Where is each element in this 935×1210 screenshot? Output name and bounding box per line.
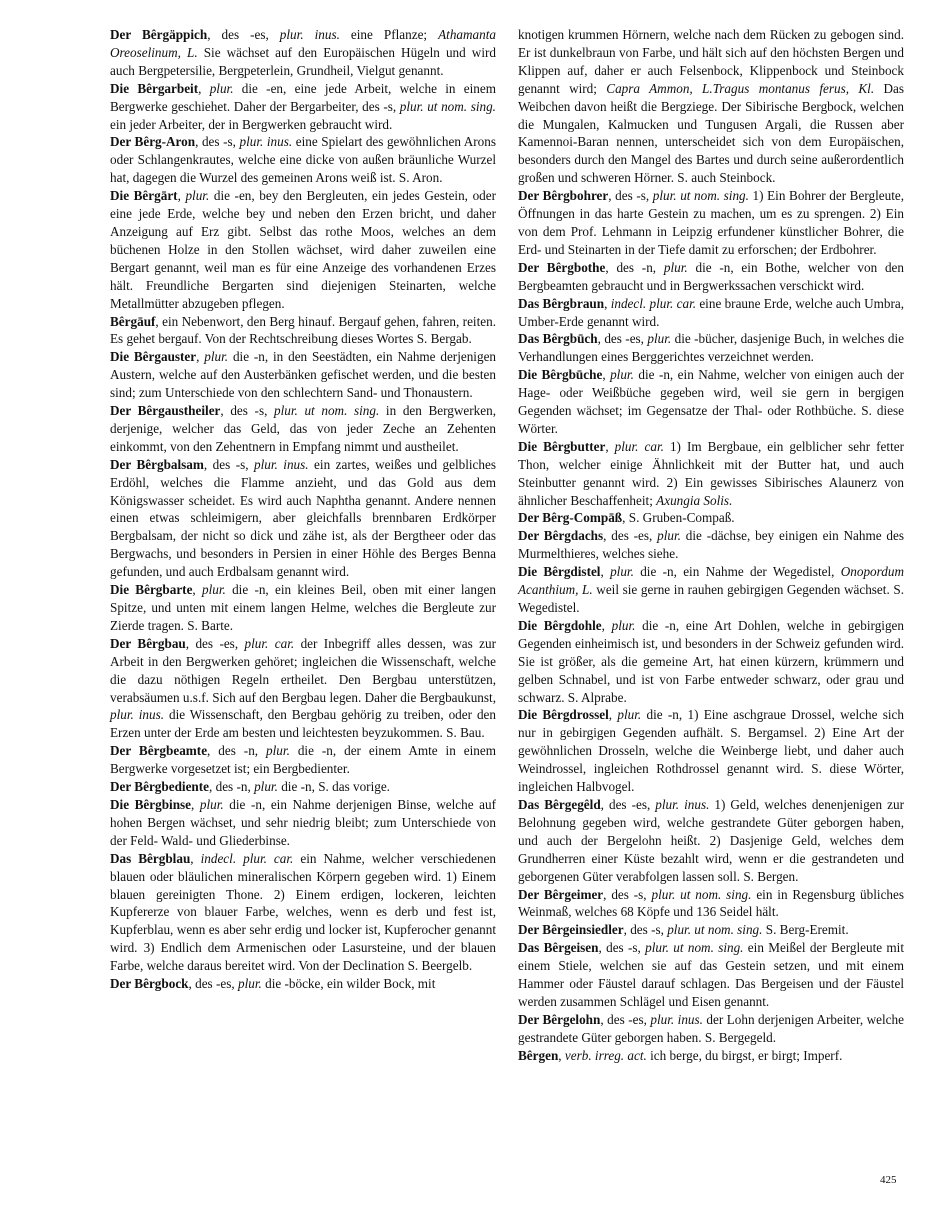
entry-headword: Das Bêrgbūch bbox=[518, 331, 598, 347]
entry-italic-text: plur. inus. bbox=[110, 707, 165, 723]
entry-italic-text: plur. bbox=[617, 707, 642, 723]
entry-italic-text: plur. bbox=[657, 528, 681, 544]
entry-headword: Das Bêrgbraun bbox=[518, 295, 605, 311]
entry-text: die -dächse, bey einigen ein Nahme des Murmelthieres, welches siehe. bbox=[518, 528, 904, 562]
entry-text: knotigen krummen Hörnern, welche nach dem Rücken zu gebogen sind. Er ist dunkelbraun von Farbe, und hält sich auf den höchsten Bergen und Klippen auf, daher er auch Felsenbock, Klippenbock und Steinbock genannt wird; bbox=[518, 27, 904, 96]
dictionary-entry bbox=[110, 402, 496, 456]
dictionary-entry bbox=[110, 975, 496, 993]
dictionary-entry bbox=[518, 366, 904, 438]
entry-italic-text: plur. bbox=[237, 976, 262, 992]
entry-italic-text: plur. bbox=[663, 259, 688, 275]
entry-text: die -n, ein Nahme der Wegedistel, bbox=[633, 564, 841, 580]
entry-text: die -bücher, dasjenige Buch, in welches die Verhandlungen eines Berggerichtes verzeichnet werden. bbox=[518, 331, 904, 365]
entry-text: , des -es, bbox=[603, 528, 658, 544]
dictionary-entry bbox=[518, 509, 904, 527]
entry-text: , bbox=[198, 80, 210, 96]
entry-text: , des -s, bbox=[220, 403, 275, 419]
entry-italic-text: plur. bbox=[611, 617, 636, 633]
entry-text: , des -n, bbox=[207, 743, 267, 759]
entry-text: Das Weibchen davon heißt die Bergziege. Der Sibirische Bergbock, welchen die Mungalen, Kalmucken und Tungusen Argali, die Russen aber Kamennoi-Baran nennen, unterscheidet sich von dem Europäischen, besonders durch den Mangel des Bartes und durch seine außerordentlich großen und schweren Hörner. S. auch Steinbock. bbox=[518, 80, 904, 186]
entry-text: , bbox=[191, 796, 200, 812]
entry-text: weil sie gerne in rauhen gebirgigen Gegenden wächset. S. Wegedistel. bbox=[518, 582, 904, 615]
dictionary-entry bbox=[518, 259, 904, 295]
dictionary-entry bbox=[518, 886, 904, 922]
entry-italic-text: plur. bbox=[254, 779, 278, 795]
entry-headword: Die Bêrgbinse bbox=[110, 796, 192, 812]
entry-text: die -n, S. das vorige. bbox=[277, 779, 390, 795]
entry-text: , ein Nebenwort, den Berg hinauf. Bergauf gehen, fahren, reiten. Es gehet bergauf. Von der Rechtschreibung dieses Wortes S. Bergab. bbox=[110, 313, 496, 347]
entry-headword: Die Bêrgdohle bbox=[518, 617, 602, 633]
entry-text: ich berge, du birgst, er birgt; Imperf. bbox=[646, 1047, 843, 1063]
entry-italic-text: plur. bbox=[199, 796, 224, 812]
entry-headword: Der Bêrg-Compāß bbox=[518, 510, 623, 526]
entry-text: der Lohn derjenigen Arbeiter, welche gestrandete Güter geborgen haben. S. Bergegeld. bbox=[518, 1011, 904, 1045]
entry-text: eine Pflanze; bbox=[339, 27, 439, 42]
page-number: 425 bbox=[880, 1174, 897, 1186]
entry-italic-text: plur. car. bbox=[244, 635, 295, 651]
entry-italic-text: plur. bbox=[610, 564, 634, 580]
dictionary-entry bbox=[110, 742, 496, 778]
entry-text: , des -s, bbox=[195, 134, 240, 150]
entry-italic-text: plur. bbox=[185, 188, 210, 204]
entry-headword: Der Bêrgbeamte bbox=[110, 743, 208, 759]
entry-headword: Der Bêrgbock bbox=[110, 976, 189, 992]
dictionary-entry bbox=[110, 581, 496, 635]
dictionary-entry bbox=[518, 527, 904, 563]
entry-text: die -en, eine jede Arbeit, welche in einem Bergwerke geschiehet. Daher der Bergarbeiter, des -s, bbox=[110, 80, 496, 114]
entry-text: , des -s, bbox=[623, 922, 668, 938]
entry-text: eine braune Erde, welche auch Umbra, Umber-Erde genannt wird. bbox=[518, 295, 904, 329]
entry-text: der Inbegriff alles dessen, was zur Arbeit in den Bergwerken gehöret; ingleichen die Wissenschaft, welche die dazu nöthigen Regeln ertheilet. Den Bergbau unterstützen, verabsäumen u.s.f. Sich auf den Bergbau legen. Daher die Bergbaukunst, bbox=[110, 635, 497, 705]
entry-italic-text: indecl. plur. car. bbox=[200, 850, 294, 866]
entry-text: , bbox=[608, 707, 618, 723]
entry-italic-text: plur. inus. bbox=[279, 27, 340, 42]
entry-headword: Der Bêrgaustheiler bbox=[110, 403, 221, 419]
entry-headword: Bêrgāuf bbox=[110, 313, 156, 329]
entry-italic-text: indecl. plur. car. bbox=[610, 295, 697, 311]
entry-text: , bbox=[558, 1047, 565, 1063]
entry-text: die -n, ein Bothe, welcher von den Bergbeamten gebraucht und in Bergwerkssachen verschickt wird. bbox=[518, 259, 904, 293]
dictionary-entry bbox=[110, 850, 496, 975]
entry-text: , des -s, bbox=[603, 886, 652, 902]
dictionary-entry bbox=[110, 456, 496, 581]
entry-text: , des -es, bbox=[600, 1011, 651, 1027]
dictionary-entry bbox=[110, 778, 496, 796]
entry-text: , bbox=[600, 564, 611, 580]
entry-italic-text: plur. bbox=[610, 367, 634, 383]
right-column bbox=[518, 26, 904, 1065]
entry-italic-text: plur. ut nom. sing. bbox=[652, 188, 749, 204]
entry-headword: Der Bêrgbohrer bbox=[518, 188, 609, 204]
dictionary-entry bbox=[110, 187, 496, 312]
entry-italic-text: plur. inus. bbox=[655, 796, 710, 812]
dictionary-entry bbox=[110, 635, 496, 742]
entry-headword: Die Bêrgdrossel bbox=[518, 707, 609, 723]
entry-text: Sie wächset auf den Europäischen Hügeln und wird auch Bergpetersilie, Bergpeterlein, Grundheil, Vielgut genannt. bbox=[110, 44, 496, 78]
entry-text: in den Bergwerken, derjenige, welcher das Geld, das von jeder Zeche an Zehenten einkommt, von den Zehentnern in Empfang nimmt und austheilet. bbox=[110, 403, 497, 454]
dictionary-entry bbox=[518, 26, 904, 187]
entry-headword: Der Bêrgeimer bbox=[518, 886, 604, 902]
entry-italic-text: plur. ut nom. sing. bbox=[399, 98, 496, 114]
dictionary-entry bbox=[518, 330, 904, 366]
entry-italic-text: plur. ut nom. sing. bbox=[667, 922, 763, 938]
entry-text: die -n, ein kleines Beil, oben mit einer langen Spitze, und unten mit einem langen Helme, welches die Bergleute zur Zierde tragen. S. Barte. bbox=[110, 582, 496, 633]
entry-italic-text: plur. bbox=[209, 80, 234, 96]
dictionary-entry bbox=[518, 295, 904, 331]
entry-italic-text: plur. bbox=[647, 331, 672, 347]
dictionary-entry bbox=[110, 133, 496, 187]
entry-headword: Bêrgen bbox=[518, 1047, 559, 1063]
entry-italic-text: Athamanta Oreoselinum, L. bbox=[110, 27, 496, 60]
entry-headword: Der Bêrgeinsiedler bbox=[518, 922, 624, 938]
entry-text: , des -es, bbox=[600, 796, 656, 812]
entry-text: , bbox=[604, 295, 611, 311]
entry-text: die -böcke, ein wilder Bock, mit bbox=[261, 976, 436, 992]
dictionary-entry bbox=[110, 348, 496, 402]
entry-italic-text: Capra Ammon, L.Tragus montanus ferus, Kl. bbox=[606, 80, 875, 96]
entry-text: , des -es, bbox=[207, 27, 280, 42]
entry-text: die -en, bey den Bergleuten, ein jedes Gestein, oder eine jede Erde, welche bey und neben den Erzen bricht, und daher Anzeigung auf Erz gibt. Selbst das rothe Moos, welches an dem büchenen Holze in den Stollen wächset, wird daher zuweilen eine Bergart genannt, weil man es für eine Anzeige des vorhandenen Erzes hält. Freundliche Bergarten sind diejenigen Steinarten, welche Metallmütter abzugeben pflegen. bbox=[110, 188, 496, 311]
entry-headword: Die Bêrgārt bbox=[110, 188, 178, 204]
entry-text: 1) Ein Bohrer der Bergleute, Öffnungen in das harte Gestein zu machen, um es zu sprengen. 2) Ein von dem Prof. Lehmann in Leipzig erfundener künstlicher Bohrer, die Erd- und Steinarten in der Tiefe damit zu erforschen; der Erdbohrer. bbox=[518, 188, 905, 257]
entry-headword: Das Bêrgegêld bbox=[518, 796, 601, 812]
entry-text: die -n, ein Nahme derjenigen Binse, welche auf hohen Bergen wächset, und sehr niedrig bleibt; zum Unterschiede von der Feld- Wald- und Gliederbinse. bbox=[110, 796, 497, 848]
dictionary-entry bbox=[518, 921, 904, 939]
entry-italic-text: plur. bbox=[201, 582, 226, 598]
entry-italic-text: plur. bbox=[204, 349, 229, 365]
entry-text: die -n, eine Art Dohlen, welche in gebirgigen Gegenden einheimisch ist, und besonders in der Schweiz gefunden wird. Sie ist größer, als die gemeine Art, hat einen kürzern, krümmern und gelben Schnabel, und ist von Farbe entweder schwarz, oder grau und schwarz. S. Alprabe. bbox=[518, 617, 904, 705]
entry-text: 1) Geld, welches denenjenigen zur Belohnung gegeben wird, welche gestrandete Güter geborgen haben, und auch der Bergelohn heißt. 2) Dasjenige Geld, welches dem Grundherren einer Küste bezahlt wird, wenn er die gestrandeten und geborgenen Güter verabfolgen lassen soll. S. Bergen. bbox=[518, 796, 904, 884]
entry-italic-text: plur. inus. bbox=[650, 1011, 703, 1027]
entry-headword: Der Bêrgbothe bbox=[518, 259, 606, 275]
entry-text: , des -es, bbox=[597, 331, 648, 347]
entry-text: , des -s, bbox=[608, 188, 653, 204]
entry-headword: Die Bêrgbūche bbox=[518, 367, 603, 383]
entry-text: , S. Gruben-Compaß. bbox=[622, 510, 735, 526]
entry-italic-text: plur. inus. bbox=[254, 456, 309, 472]
entry-text: , des -es, bbox=[188, 976, 238, 992]
entry-italic-text: plur. inus. bbox=[239, 134, 293, 150]
entry-headword: Die Bêrgdistel bbox=[518, 564, 601, 580]
entry-headword: Die Bêrgbutter bbox=[518, 438, 606, 454]
entry-text: , bbox=[605, 438, 615, 454]
entry-headword: Der Bêrgäppich bbox=[110, 27, 208, 42]
entry-headword: Die Bêrgarbeit bbox=[110, 80, 199, 96]
dictionary-entry bbox=[518, 563, 904, 617]
entry-text: ein zartes, weißes und gelbliches Erdöhl, welches die Flamme anzieht, und das Gold aus dem Königswasser scheidet. Es wird auch Naphtha genannt. Andere nennen einen etwas schleimigern, aber gleichfalls brennbaren Erdkörper Bergbalsam, der nicht so dick und zähe ist, als der Bergtheer oder das Bergwachs, und besonders in Persien in einer Höhle des Berges Benna gefunden, und auch Erdbalsam genannt wird. bbox=[110, 456, 496, 580]
entry-italic-text: plur. ut nom. sing. bbox=[645, 940, 744, 956]
entry-italic-text: plur. bbox=[266, 743, 290, 759]
dictionary-entry bbox=[110, 80, 496, 134]
entry-text: ein jeder Arbeiter, der in Bergwerken gebraucht wird. bbox=[110, 116, 393, 132]
entry-text: , bbox=[177, 188, 186, 204]
entry-text: die -n, 1) Eine aschgraue Drossel, welche sich nur in gebirgigen Gegenden aufhält. S. Bergamsel. 2) Eine Art der gewöhnlichen Drosseln, welche die Weinberge liebt, und daher auch Weindrossel, ingleichen Rothdrossel genannt wird. S. diese Wörter, ingleichen Halbvogel. bbox=[518, 707, 904, 795]
entry-headword: Der Bêrg-Aron bbox=[110, 134, 196, 150]
entry-text: , des -s, bbox=[598, 940, 646, 956]
entry-text: , des -n, bbox=[209, 779, 255, 795]
entry-italic-text: Axungia Solis. bbox=[656, 492, 733, 508]
entry-italic-text: Onopordum Acanthium, L. bbox=[518, 564, 904, 598]
entry-headword: Die Bêrgbarte bbox=[110, 582, 193, 598]
entry-headword: Der Bêrgelohn bbox=[518, 1011, 601, 1027]
entry-text: die Wissenschaft, den Bergbau gehörig zu treiben, oder den Erzen unter der Erde am besten und leichtesten beyzukommen. S. Bau. bbox=[110, 707, 496, 741]
entry-text: die -n, in den Seestädten, ein Nahme derjenigen Austern, welche auf den Austerbänken gefischet werden, und die besten sind; zum Unterschiede von den schlechtern Sand- und Thonaustern. bbox=[110, 349, 497, 401]
entry-text: ein Meißel der Bergleute mit einem Stiele, welchen sie auf das Gestein setzen, und mit einem Hammer oder Fäustel darauf schlagen. Das Bergeisen und der Fäustel werden zusammen Schlägel und Eisen genannt. bbox=[518, 940, 904, 1009]
dictionary-entry bbox=[110, 796, 496, 850]
entry-text: ein in Regensburg übliches Weinmaß, welches 68 Köpfe und 136 Seidel hält. bbox=[518, 886, 904, 920]
entry-headword: Der Bêrgbau bbox=[110, 635, 186, 651]
dictionary-entry bbox=[518, 1047, 904, 1065]
entry-headword: Der Bêrgbediente bbox=[110, 779, 210, 795]
entry-italic-text: plur. ut nom. sing. bbox=[651, 886, 752, 902]
dictionary-entry bbox=[518, 706, 904, 796]
left-column bbox=[110, 26, 496, 993]
entry-text: die -n, ein Nahme, welcher von einigen auch der Hage- oder Weißbüche gegeben wird, weil sie gern in bergigen Gegenden wächset; im Gegensatze der Thal- oder Rothbüche. S. diese Wörter. bbox=[518, 367, 904, 436]
entry-headword: Das Bêrgblau bbox=[110, 850, 191, 866]
entry-text: , bbox=[602, 367, 611, 383]
entry-text: , bbox=[190, 850, 201, 866]
entry-italic-text: verb. irreg. act. bbox=[564, 1047, 647, 1063]
entry-italic-text: plur. ut nom. sing. bbox=[274, 403, 380, 419]
entry-italic-text: plur. car. bbox=[614, 438, 664, 454]
dictionary-entry bbox=[518, 939, 904, 1011]
dictionary-entry bbox=[518, 796, 904, 886]
entry-headword: Das Bêrgeisen bbox=[518, 940, 599, 956]
entry-text: eine Spielart des gewöhnlichen Arons oder Schlangenkrautes, welche eine dicke von außen bräunliche Wurzel hat, dagegen die Wurzel des gemeinen Arons weiß ist. S. Aron. bbox=[110, 134, 496, 186]
entry-text: die -n, der einem Amte in einem Bergwerke vorgesetzet ist; ein Bergbedienter. bbox=[110, 743, 496, 777]
entry-text: ein Nahme, welcher verschiedenen blauen oder bläulichen mineralischen Körpern gegeben wird. 1) Einem blauen gereinigten Thone. 2) Einem erdigen, lockeren, leichten Kupfererze von blauer Farbe, welches, wenn es derb und fest ist, Kupferblau, wenn es aber sehr erdig und locker ist, Kupferocher genannt wird. 3) Endlich dem Armenischen oder Lasursteine, und der blauen Farbe, welche daraus bereitet wird. Von der Declination S. Beergelb. bbox=[110, 850, 497, 974]
dictionary-entry bbox=[518, 187, 904, 259]
entry-headword: Der Bêrgdachs bbox=[518, 528, 604, 544]
dictionary-entry bbox=[518, 1011, 904, 1047]
entry-headword: Der Bêrgbalsam bbox=[110, 456, 204, 472]
entry-text: , bbox=[601, 617, 612, 633]
entry-text: S. Berg-Eremit. bbox=[762, 922, 849, 938]
entry-text: 1) Im Bergbaue, ein gelblicher sehr fetter Thon, welcher einige Ähnlichkeit mit der Butter hat, und auch Steinbutter genannt wird. 2) Ein gewisses Sibirisches Alaunerz von ähnlicher Beschaffenheit; bbox=[518, 438, 904, 508]
dictionary-entry bbox=[518, 438, 904, 510]
entry-text: , des -es, bbox=[185, 635, 245, 651]
entry-text: , des -s, bbox=[203, 456, 254, 472]
dictionary-entry bbox=[110, 26, 496, 80]
entry-text: , bbox=[192, 582, 202, 598]
entry-text: , bbox=[196, 349, 205, 365]
entry-text: , des -n, bbox=[605, 259, 664, 275]
entry-headword: Die Bêrgauster bbox=[110, 349, 197, 365]
dictionary-entry bbox=[110, 313, 496, 349]
dictionary-entry bbox=[518, 617, 904, 707]
